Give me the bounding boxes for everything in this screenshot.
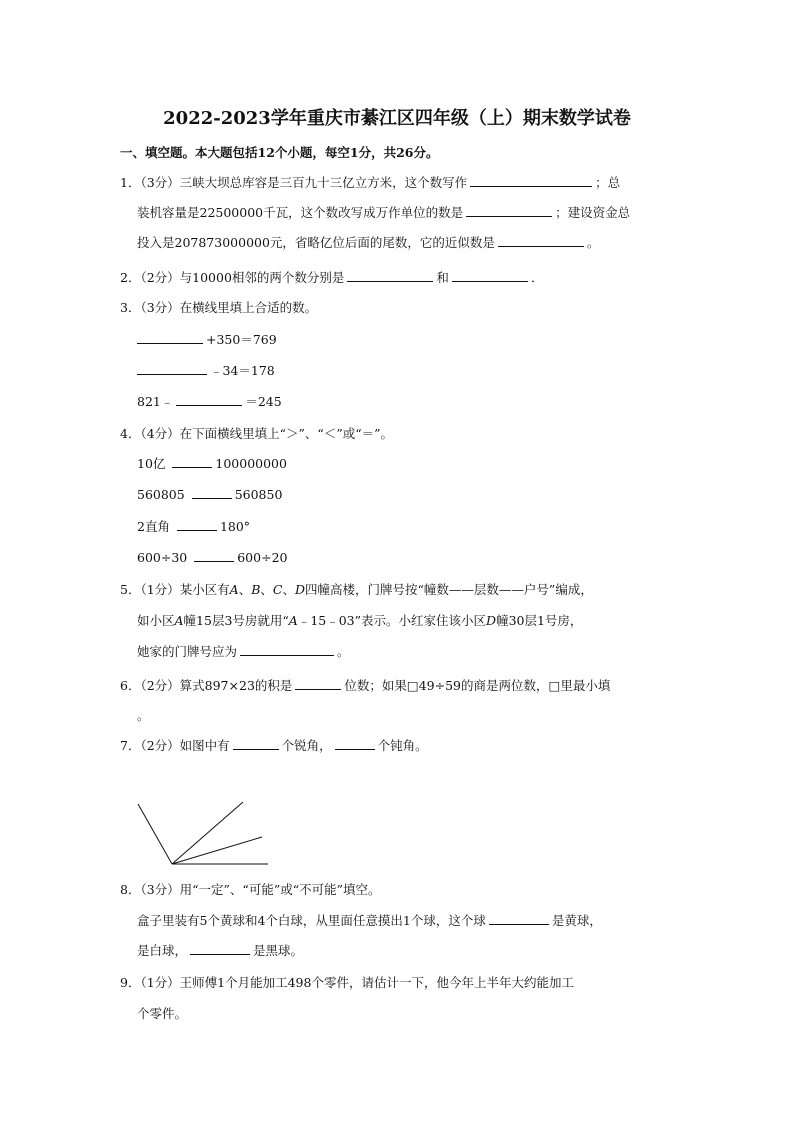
var: D xyxy=(486,613,497,628)
q4-left: 10亿 xyxy=(137,456,166,471)
answer-blank[interactable] xyxy=(489,912,549,925)
q5-text: 幢15层3号房就用“ xyxy=(183,613,289,628)
q8-text: 8．（3分）用“一定”、“可能”或“不可能”填空。 xyxy=(120,882,381,897)
section-heading: 一、填空题。本大题包括12个小题，每空1分，共26分。 xyxy=(120,145,439,160)
q4-right: 100000000 xyxy=(215,456,287,471)
q7-text: 个锐角， xyxy=(281,738,332,753)
q4-text: 4．（4分）在下面横线里填上“＞”、“＜”或“＝”。 xyxy=(120,426,393,441)
q9-text: 个零件。 xyxy=(137,1006,188,1021)
var: B xyxy=(251,582,261,597)
q4-right: 560850 xyxy=(234,487,283,502)
q8-text: 是白球， xyxy=(137,943,188,958)
q8-text: 盒子里装有5个黄球和4个白球，从里面任意摸出1个球，这个球 xyxy=(137,913,486,928)
q3-equation: ＝245 xyxy=(245,394,282,409)
q1-text: 装机容量是22500000千瓦，这个数改写成万作单位的数是 xyxy=(137,205,464,220)
q8-text: 是黄球， xyxy=(551,913,602,928)
q5-text: 5．（1分）某小区有 xyxy=(120,582,230,597)
q5-text: 、 xyxy=(238,582,252,597)
q3-text: 3．（3分）在横线里填上合适的数。 xyxy=(120,300,318,315)
q2-text: 2．（2分）与10000相邻的两个数分别是 xyxy=(120,270,345,285)
q1-text: 。 xyxy=(586,235,600,250)
q3-equation: 821﹣ xyxy=(137,394,174,409)
ray xyxy=(138,804,172,864)
q5-text: 四幢高楼，门牌号按“幢数——层数——户号”编成， xyxy=(305,582,593,597)
q5-text: 幢30层1号房， xyxy=(496,613,583,628)
q6-text: 。 xyxy=(137,708,150,723)
q4-left: 600÷30 xyxy=(137,550,188,565)
q7-text: 7．（2分）如图中有 xyxy=(120,738,230,753)
var: A xyxy=(229,582,239,597)
q2-text: 和 xyxy=(436,270,449,285)
page-title: 2022-2023学年重庆市綦江区四年级（上）期末数学试卷 xyxy=(163,108,631,129)
q5-text: ﹣15﹣03”表示。小红家住该小区 xyxy=(297,613,487,628)
var: A xyxy=(174,613,184,628)
q1-text: ；建设资金总 xyxy=(555,205,631,220)
q2-text: ． xyxy=(530,270,544,285)
q7-text: 个钝角。 xyxy=(377,738,428,753)
q6-text: 6．（2分）算式897×23的积是 xyxy=(120,678,293,693)
var: D xyxy=(295,582,306,597)
q3-equation: ﹣34＝178 xyxy=(210,363,275,378)
q9-text: 9．（1分）王师傅1个月能加工498个零件，请估计一下，他今年上半年大约能加工 xyxy=(120,975,574,990)
q5-text: 、 xyxy=(282,582,295,597)
var: C xyxy=(272,582,283,597)
q5-text: 、 xyxy=(260,582,273,597)
ray xyxy=(172,802,243,864)
q4-left: 560805 xyxy=(137,487,185,502)
q1-text: 1．（3分）三峡大坝总库容是三百九十三亿立方米，这个数写作 xyxy=(120,175,468,190)
q1-text: 投入是207873000000元，省略亿位后面的尾数，它的近似数是 xyxy=(137,235,495,250)
q1-text: ；总 xyxy=(595,175,621,190)
q3-equation: +350＝769 xyxy=(206,332,277,347)
q4-right: 600÷20 xyxy=(237,550,288,565)
q5-text: 。 xyxy=(337,644,350,659)
ray xyxy=(172,837,262,864)
q8-text: 是黑球。 xyxy=(253,943,304,958)
answer-blank[interactable] xyxy=(190,942,250,955)
q6-text: 位数；如果□49÷59的商是两位数，□里最小填 xyxy=(344,678,611,693)
q5-text: 如小区 xyxy=(137,613,175,628)
q4-right: 180° xyxy=(219,519,251,534)
q5-text: 她家的门牌号应为 xyxy=(137,644,238,659)
q4-left: 2直角 xyxy=(137,519,170,534)
var: A xyxy=(288,613,298,628)
